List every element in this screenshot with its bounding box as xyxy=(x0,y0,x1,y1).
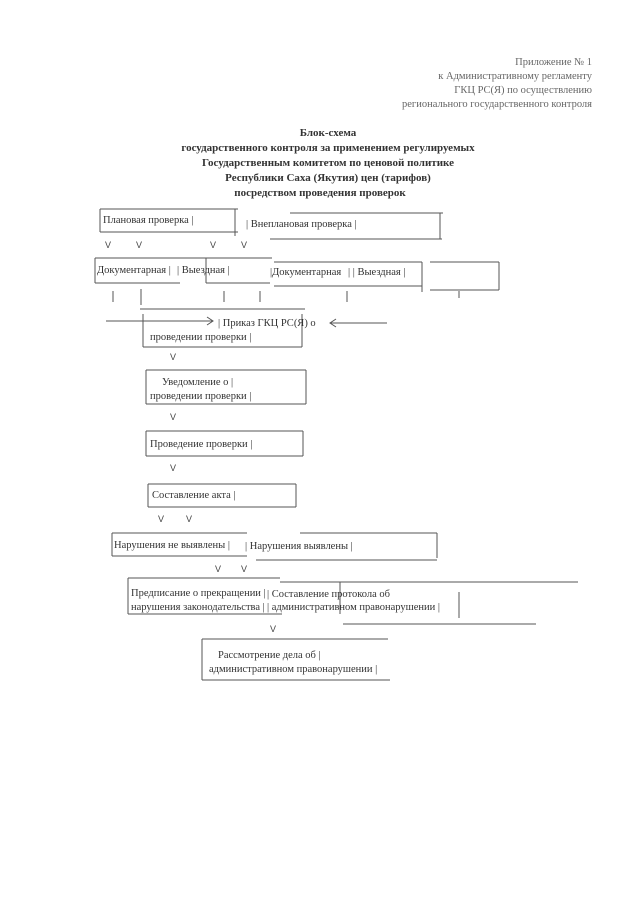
node-unplanned-inspection: | Внеплановая проверка | xyxy=(246,219,357,230)
node-no-violations: Нарушения не выявлены | xyxy=(114,540,230,551)
arrow-down: V xyxy=(210,240,217,250)
node-case-review-line2: административном правонарушении | xyxy=(209,664,378,675)
node-draw-up-act: Составление акта | xyxy=(152,490,236,501)
arrow-down: V xyxy=(136,240,143,250)
arrow-down: V xyxy=(270,624,277,634)
arrow-down: V xyxy=(105,240,112,250)
appendix-authority: ГКЦ РС(Я) по осуществлению xyxy=(454,85,592,96)
diagram-subtitle-2: Государственным комитетом по ценовой политике xyxy=(202,157,454,169)
arrow-down: V xyxy=(215,564,222,574)
diagram-title: Блок-схема xyxy=(299,127,357,139)
arrow-down: V xyxy=(170,412,177,422)
arrow-down: V xyxy=(241,240,248,250)
arrow-down: V xyxy=(158,514,165,524)
node-onsite-planned: | Выездная | xyxy=(177,265,230,276)
arrow-down: V xyxy=(241,564,248,574)
node-protocol-line1: | Составление протокола об xyxy=(267,589,391,600)
node-documentary-planned: Документарная | xyxy=(97,265,171,276)
node-case-review-line1: Рассмотрение дела об | xyxy=(218,650,321,661)
node-onsite-unplanned: | | Выездная | xyxy=(348,267,406,278)
node-protocol-line2: | административном правонарушении | xyxy=(267,602,441,613)
diagram-subtitle-4: посредством проведения проверок xyxy=(234,187,406,199)
node-notice-line1: Уведомление о | xyxy=(162,377,234,388)
node-documentary-unplanned: |Документарная xyxy=(270,267,342,278)
node-violations-found: | Нарушения выявлены | xyxy=(245,541,353,552)
appendix-reference: к Административному регламенту xyxy=(438,71,592,82)
node-planned-inspection: Плановая проверка | xyxy=(103,215,194,226)
node-order-line2: проведении проверки | xyxy=(150,332,252,343)
node-stop-order-line1: Предписание о прекращении | xyxy=(131,588,266,599)
node-stop-order-line2: нарушения законодательства | xyxy=(131,602,265,613)
arrow-down: V xyxy=(186,514,193,524)
node-notice-line2: проведении проверки | xyxy=(150,391,252,402)
node-conduct-inspection: Проведение проверки | xyxy=(150,439,253,450)
arrow-down: V xyxy=(170,463,177,473)
diagram-subtitle-1: государственного контроля за применением регулируемых xyxy=(181,142,475,154)
arrow-down: V xyxy=(170,352,177,362)
appendix-number: Приложение № 1 xyxy=(515,57,592,68)
appendix-control-type: регионального государственного контроля xyxy=(402,99,592,110)
diagram-subtitle-3: Республики Саха (Якутия) цен (тарифов) xyxy=(225,172,431,184)
node-order-line1: | Приказ ГКЦ РС(Я) о xyxy=(218,318,316,329)
